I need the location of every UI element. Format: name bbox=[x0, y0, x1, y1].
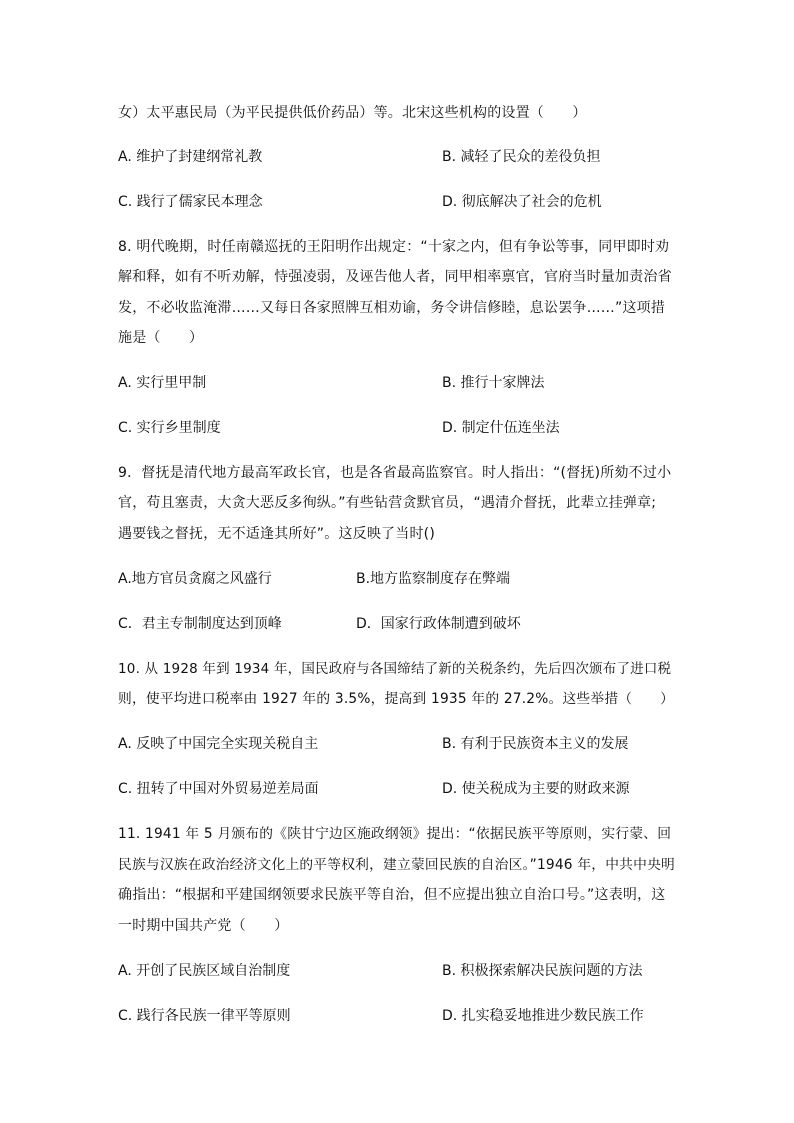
q8-option-b[interactable]: B. 推行十家牌法 bbox=[442, 375, 545, 391]
q11-option-c[interactable]: C. 践行各民族一律平等原则 bbox=[118, 1008, 291, 1024]
q9-stem-line: 9．督抚是清代地方最高军政长官，也是各省最高监察官。时人指出：“(督抚)所劾不过小 bbox=[118, 465, 672, 481]
q10-option-b[interactable]: B. 有利于民族资本主义的发展 bbox=[442, 736, 629, 752]
q9-option-b[interactable]: B.地方监察制度存在弊端 bbox=[356, 571, 511, 587]
q11-option-d[interactable]: D. 扎实稳妥地推进少数民族工作 bbox=[442, 1008, 644, 1024]
q11-stem-line: 民族与汉族在政治经济文化上的平等权利，建立蒙回民族的自治区。”1946 年，中共中央明 bbox=[118, 857, 675, 873]
q7-option-c[interactable]: C. 践行了儒家民本理念 bbox=[118, 194, 263, 210]
q10-stem-line: 则，使平均进口税率由 1927 年的 3.5%，提高到 1935 年的 27.2%。这些举措（ ） bbox=[118, 691, 675, 707]
q9-stem-line: 遇要钱之督抚，无不适逢其所好”。这反映了当时() bbox=[118, 526, 435, 542]
q10-option-c[interactable]: C. 扭转了中国对外贸易逆差局面 bbox=[118, 781, 319, 797]
q8-option-a[interactable]: A. 实行里甲制 bbox=[118, 375, 207, 391]
q8-stem-line: 解和释，如有不听劝解，恃强凌弱，及诬告他人者，同甲相率禀官，官府当时量加责治省 bbox=[118, 269, 672, 285]
q9-option-a[interactable]: A.地方官员贪腐之风盛行 bbox=[118, 571, 272, 587]
q10-option-d[interactable]: D. 使关税成为主要的财政来源 bbox=[442, 781, 630, 797]
q11-stem-line: 11. 1941 年 5 月颁布的《陕甘宁边区施政纲领》提出：“依据民族平等原则，实行蒙、回 bbox=[118, 826, 672, 842]
q7-option-a[interactable]: A. 维护了封建纲常礼教 bbox=[118, 149, 263, 165]
q11-option-b[interactable]: B. 积极探索解决民族问题的方法 bbox=[442, 963, 643, 979]
q9-option-c[interactable]: C．君主专制制度达到顶峰 bbox=[118, 616, 282, 632]
q11-stem-line: 确指出：“根据和平建国纲领要求民族平等自治，但不应提出独立自治口号。”这表明，这 bbox=[118, 887, 666, 903]
q11-option-a[interactable]: A. 开创了民族区域自治制度 bbox=[118, 963, 291, 979]
q8-stem-line: 8. 明代晚期，时任南赣巡抚的王阳明作出规定：“十家之内，但有争讼等事，同甲即时劝 bbox=[118, 239, 670, 255]
q8-option-d[interactable]: D. 制定什伍连坐法 bbox=[442, 420, 560, 436]
q10-stem-line: 10. 从 1928 年到 1934 年，国民政府与各国缔结了新的关税条约，先后四次颁布了进口税 bbox=[118, 661, 672, 677]
q8-stem-line: 发，不必收监淹滞……又每日各家照牌互相劝谕，务令讲信修睦，息讼罢争……”这项措 bbox=[118, 300, 666, 316]
q11-stem-line: 一时期中国共产党（ ） bbox=[118, 918, 289, 934]
q9-stem-line: 官，苟且塞责，大贪大恶反多徇纵。”有些钻营贪默官员，“遇清介督抚，此辈立挂弹章; bbox=[118, 495, 657, 511]
q7-option-d[interactable]: D. 彻底解决了社会的危机 bbox=[442, 194, 602, 210]
q8-stem-line: 施是（ ） bbox=[118, 330, 204, 346]
q8-option-c[interactable]: C. 实行乡里制度 bbox=[118, 420, 221, 436]
q7-option-b[interactable]: B. 减轻了民众的差役负担 bbox=[442, 149, 601, 165]
q7-stem-line: 女）太平惠民局（为平民提供低价药品）等。北宋这些机构的设置（ ） bbox=[118, 105, 587, 121]
q9-option-d[interactable]: D．国家行政体制遭到破坏 bbox=[356, 616, 521, 632]
q10-option-a[interactable]: A. 反映了中国完全实现关税自主 bbox=[118, 736, 319, 752]
